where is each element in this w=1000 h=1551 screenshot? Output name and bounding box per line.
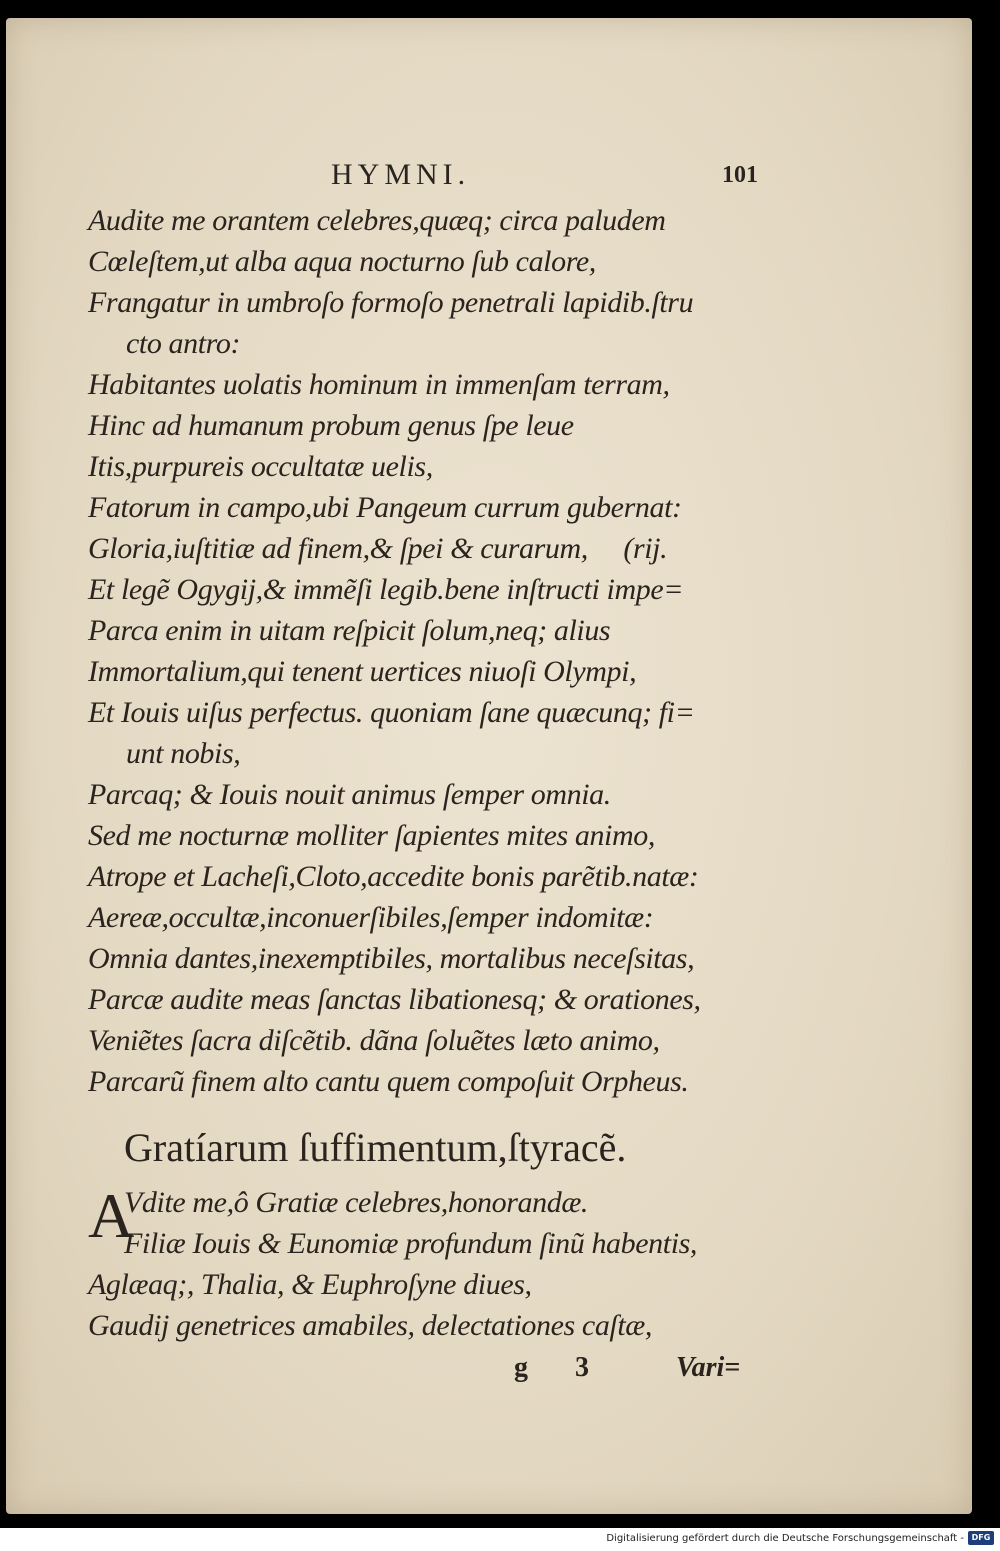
page-number: 101 — [722, 162, 758, 188]
verse-line: Sed me nocturnæ molliter ſapientes mites animo, — [88, 819, 655, 852]
verse-line: Parcarũ finem alto cantu quem compoſuit Orpheus. — [88, 1065, 689, 1098]
verse-line: Vdite me,ô Gratiæ celebres,honorandæ. — [124, 1186, 589, 1219]
verse-line: Et legẽ Ogygij,& immẽſi legib.bene inſtructi impe= — [88, 573, 684, 606]
verse-line: Habitantes uolatis hominum in immenſam terram, — [88, 368, 670, 401]
hymn-parcae-text — [88, 200, 808, 1102]
verse-line: Gloria,iuſtitiæ ad finem,& ſpei & curarum, (rij. — [88, 532, 668, 565]
verse-line: Aereæ,occultæ,inconuerſibiles,ſemper indomitæ: — [88, 901, 654, 934]
verse-line-continuation: cto antro: — [126, 327, 241, 360]
verse-line: Omnia dantes,inexemptibiles, mortalibus neceſsitas, — [88, 942, 695, 975]
catchword: Vari= — [676, 1352, 741, 1383]
verse-line: Cœleſtem,ut alba aqua nocturno ſub calore, — [88, 245, 596, 278]
verse-line: Parcæ audite meas ſanctas libationesq; & orationes, — [88, 983, 701, 1016]
hymn-gratiae-text — [88, 1182, 808, 1346]
verse-line: Parca enim in uitam reſpicit ſolum,neq; alius — [88, 614, 611, 647]
page-footer — [6, 1352, 972, 1392]
verse-line: Veniẽtes ſacra diſcẽtib. dãna ſoluẽtes læto animo, — [88, 1024, 660, 1057]
drop-cap-initial: A — [88, 1180, 135, 1251]
verse-line: Fatorum in campo,ubi Pangeum currum gubernat: — [88, 491, 682, 524]
verse-line: Gaudij genetrices amabiles, delectationes caſtæ, — [88, 1309, 653, 1342]
signature-mark: g 3 — [514, 1352, 609, 1383]
verse-line: Parcaq; & Iouis nouit animus ſemper omnia. — [88, 778, 611, 811]
verse-line: Aglæaq;, Thalia, & Euphroſyne diues, — [88, 1268, 532, 1301]
book-page — [6, 18, 972, 1514]
verse-line: Immortalium,qui tenent uertices niuoſi Olympi, — [88, 655, 637, 688]
page-header — [6, 158, 972, 198]
verse-line: Filiæ Iouis & Eunomiæ profundum ſinũ habentis, — [124, 1227, 698, 1260]
dfg-logo-icon: DFG — [968, 1531, 994, 1545]
credit-bar — [0, 1528, 1000, 1551]
verse-line: Audite me orantem celebres,quæq; circa paludem — [88, 204, 666, 237]
verse-line: Frangatur in umbroſo formoſo penetrali lapidib.ſtru — [88, 286, 694, 319]
funding-credit-text: Digitalisierung gefördert durch die Deutsche Forschungsgemeinschaft - — [606, 1533, 964, 1544]
verse-line-continuation: unt nobis, — [126, 737, 241, 770]
verse-line: Itis,purpureis occultatæ uelis, — [88, 450, 433, 483]
verse-line: Hinc ad humanum probum genus ſpe leue — [88, 409, 574, 442]
verse-line: Et Iouis uiſus perfectus. quoniam ſane quæcunq; fi= — [88, 696, 695, 729]
running-title: HYMNI. — [331, 158, 471, 191]
verse-line: Atrope et Lacheſi,Cloto,accedite bonis parẽtib.natæ: — [88, 860, 699, 893]
hymn-gratiae-title: Gratíarum ſuffimentum,ſtyracẽ. — [124, 1125, 627, 1170]
